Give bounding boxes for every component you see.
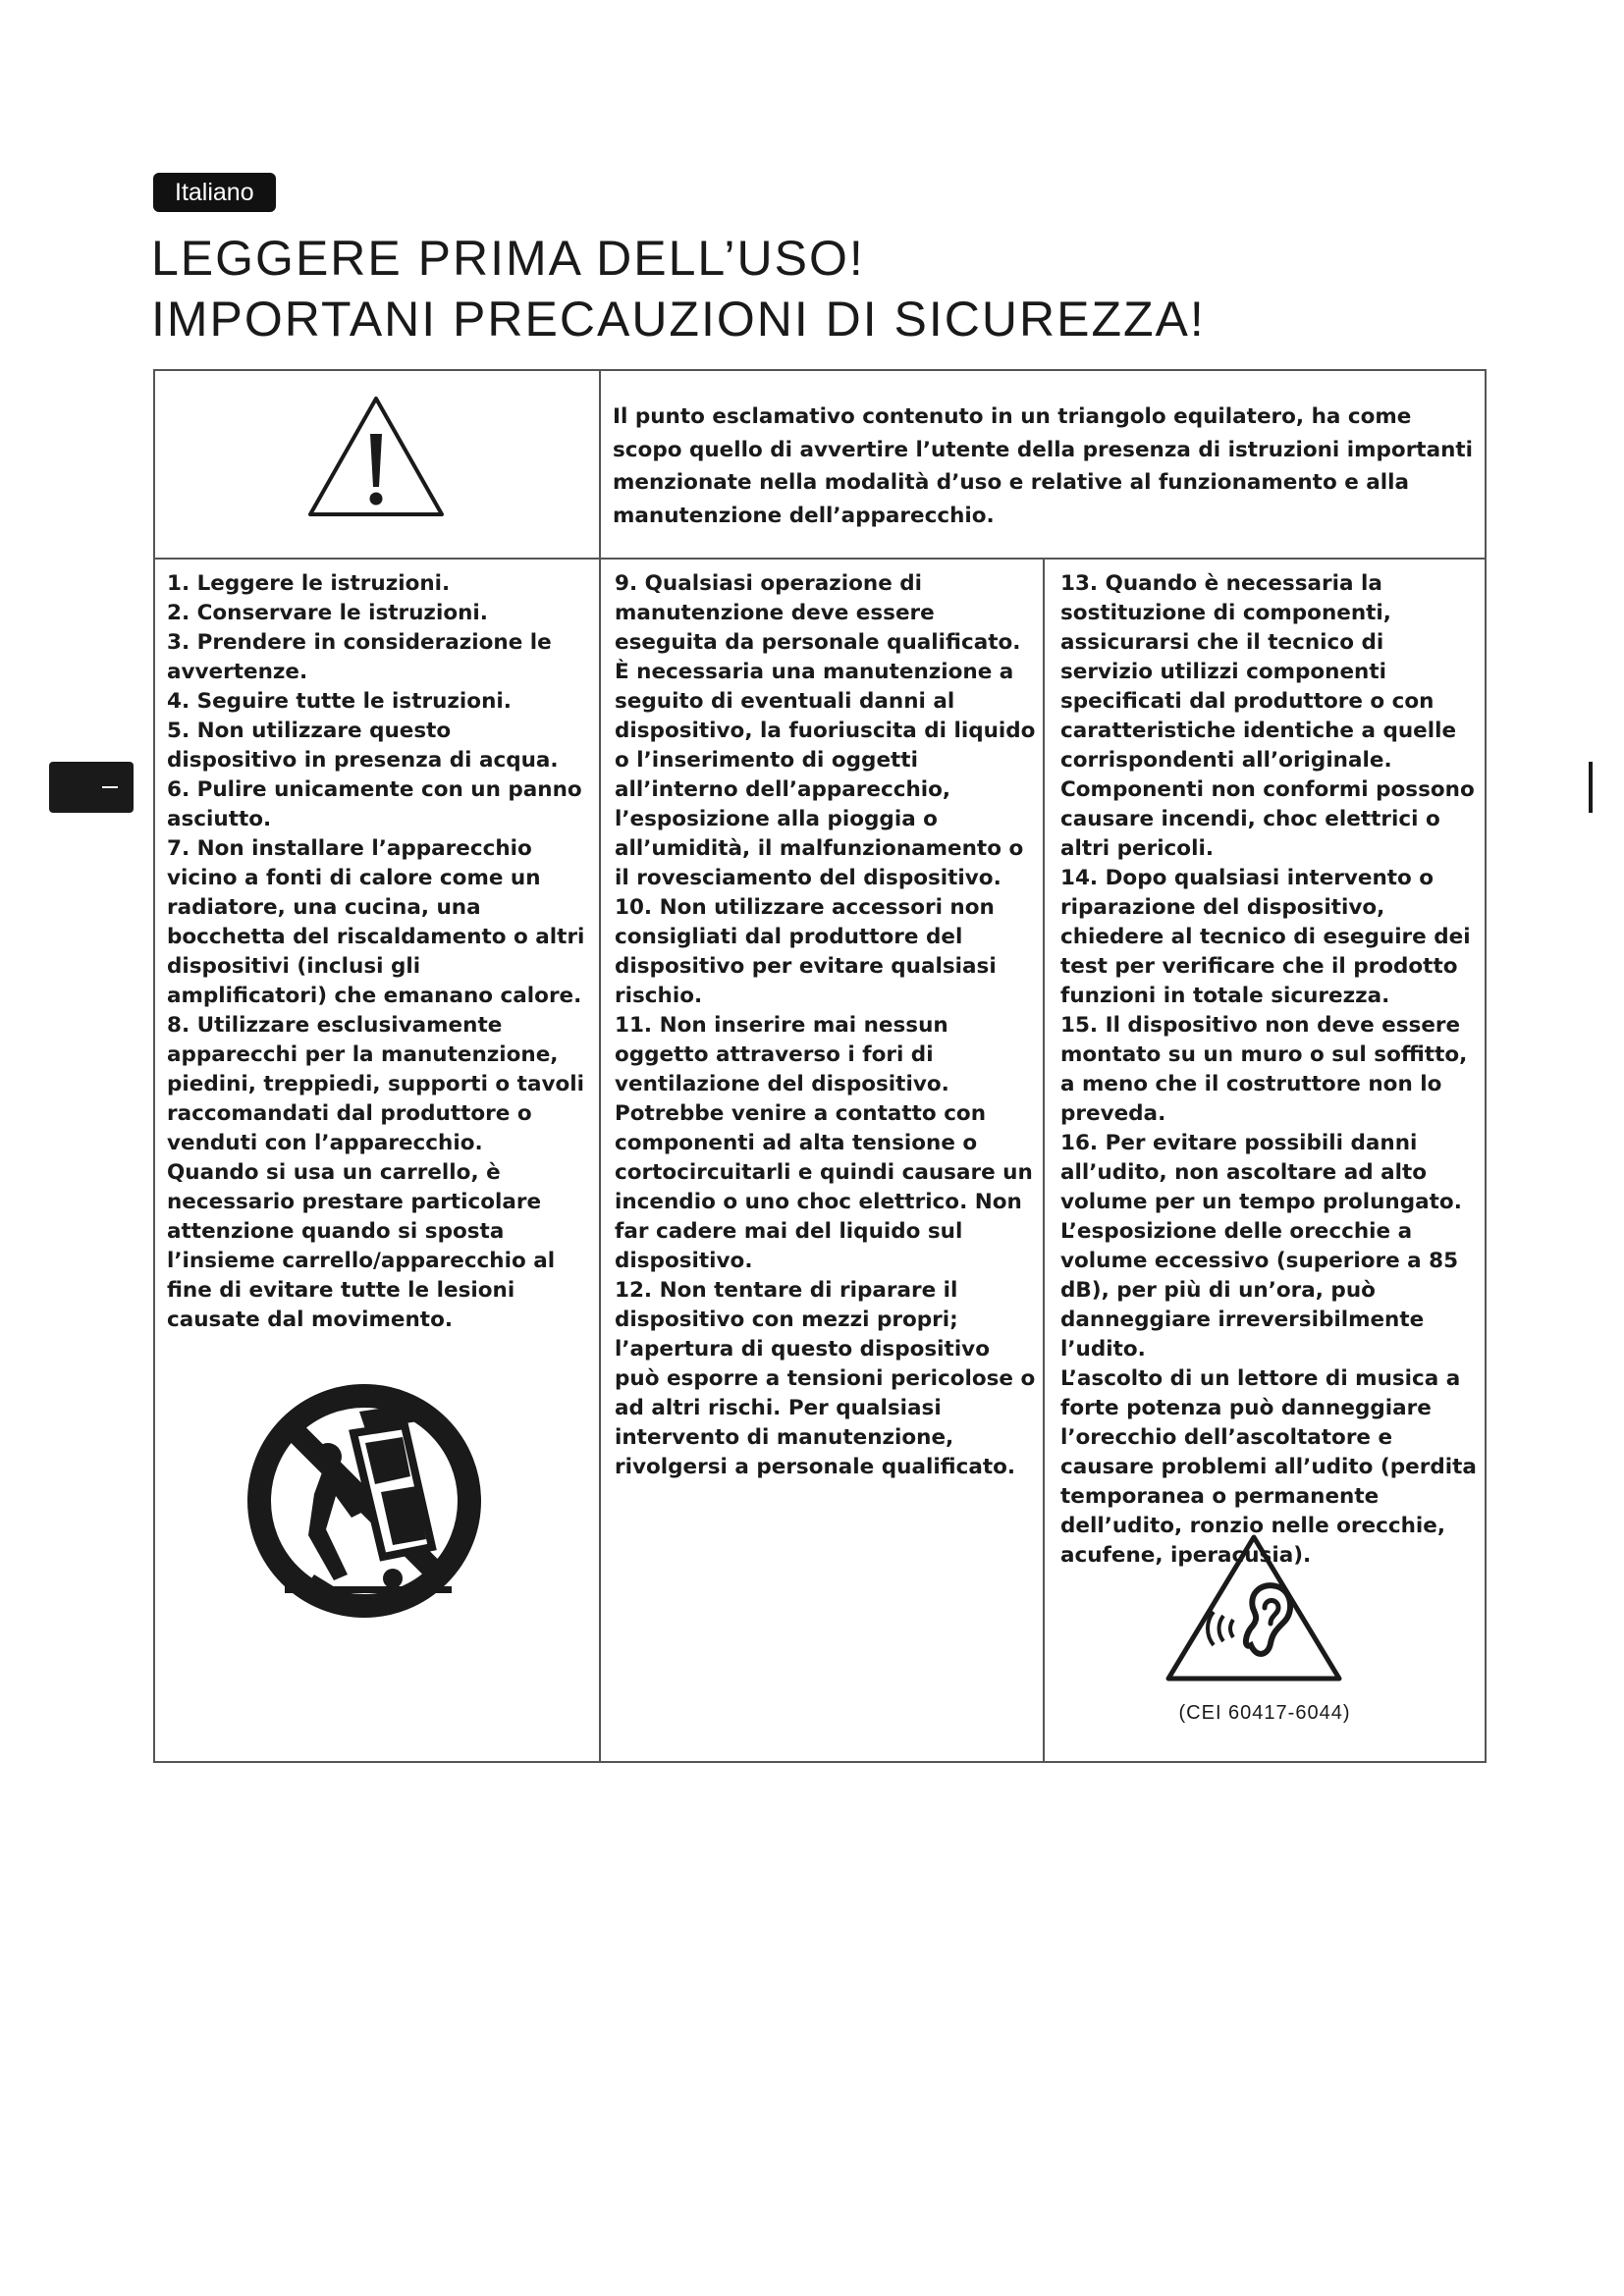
instruction-item: 10. Non utilizzare accessori non consigliati dal produttore del dispositivo per evitare qualsiasi rischio. bbox=[615, 895, 997, 1008]
hearing-standard-label: (CEI 60417-6044) bbox=[1178, 1702, 1351, 1724]
instruction-item: 4. Seguire tutte le istruzioni. bbox=[167, 689, 512, 714]
title-line-2: IMPORTANI PRECAUZIONI DI SICUREZZA! bbox=[151, 292, 1206, 347]
instruction-item: 9. Qualsiasi operazione di manutenzione deve essere eseguita da personale qualificato. bbox=[615, 571, 1021, 655]
instructions-column-3 bbox=[1045, 558, 1485, 1761]
instructions-column-1 bbox=[155, 558, 601, 1761]
instruction-item: 2. Conservare le istruzioni. bbox=[167, 601, 488, 625]
warning-row bbox=[155, 371, 1485, 560]
instruction-item: 13. Quando è necessaria la sostituzione di componenti, assicurarsi che il tecnico di servizio utilizzi componenti specificati dal produttore o con caratteristiche identiche a quelle corrispondenti all’originale. Componenti non conformi possono causare incendi, choc elettrici o altri pericoli. bbox=[1060, 571, 1475, 861]
instruction-item: L’ascolto di un lettore di musica a forte potenza può danneggiare l’orecchio dell’ascoltatore e causare problemi all’udito (perdita temporanea o permanente dell’udito, ronzio nelle orecchie, acufene, iperacusia). bbox=[1060, 1366, 1477, 1568]
language-badge: Italiano bbox=[153, 173, 276, 212]
instruction-item: 15. Il dispositivo non deve essere montato su un muro o sul soffitto, a meno che il costruttore non lo preveda. bbox=[1060, 1013, 1468, 1126]
instruction-item: 6. Pulire unicamente con un panno asciutto. bbox=[167, 777, 582, 831]
instruction-item: 1. Leggere le istruzioni. bbox=[167, 571, 451, 596]
exclamation-triangle-icon bbox=[304, 393, 448, 520]
instruction-item: 12. Non tentare di riparare il dispositivo con mezzi propri; l’apertura di questo dispositivo può esporre a tensioni pericolose o ad altri rischi. Per qualsiasi intervento di manutenzione, rivolgersi a personale qualificato. bbox=[615, 1278, 1036, 1479]
instruction-item: Quando si usa un carrello, è necessario prestare particolare attenzione quando si sposta l’insieme carrello/apparecchio al fine di evitare tutte le lesioni causate dal movimento. bbox=[167, 1160, 556, 1332]
instructions-column-2 bbox=[601, 558, 1045, 1761]
instruction-item: 16. Per evitare possibili danni all’udito, non ascoltare ad alto volume per un tempo prolungato. bbox=[1060, 1131, 1462, 1214]
page-edge-mark bbox=[1589, 762, 1593, 813]
safety-table bbox=[153, 369, 1487, 1763]
instruction-item: È necessaria una manutenzione a seguito di eventuali danni al dispositivo, la fuoriuscita di liquido o l’inserimento di oggetti all’interno dell’apparecchio, l’esposizione alla pioggia o all’umidità, il malfunzionamento o il rovesciamento del dispositivo. bbox=[615, 660, 1036, 890]
instruction-item: 8. Utilizzare esclusivamente apparecchi per la manutenzione, piedini, treppiedi, supporti o tavoli raccomandati dal produttore o venduti con l’apparecchio. bbox=[167, 1013, 584, 1155]
hearing-warning-icon bbox=[1161, 1529, 1347, 1686]
instruction-item: 5. Non utilizzare questo dispositivo in presenza di acqua. bbox=[167, 719, 559, 773]
instruction-item: 14. Dopo qualsiasi intervento o riparazione del dispositivo, chiedere al tecnico di eseguire dei test per verificare che il prodotto funzioni in totale sicurezza. bbox=[1060, 866, 1471, 1008]
no-cart-tipping-icon bbox=[245, 1382, 483, 1620]
title-line-1: LEGGERE PRIMA DELL’USO! bbox=[151, 231, 865, 286]
instruction-item: 7. Non installare l’apparecchio vicino a fonti di calore come un radiatore, una cucina, una bocchetta del riscaldamento o altri dispositivi (inclusi gli amplificatori) che emanano calore. bbox=[167, 836, 585, 1008]
warning-symbol-cell bbox=[155, 371, 601, 558]
instruction-item: 11. Non inserire mai nessun oggetto attraverso i fori di ventilazione del dispositivo. Potrebbe venire a contatto con componenti ad alta tensione o cortocircuitarli e quindi causare un incendio o uno choc elettrico. Non far cadere mai del liquido sul dispositivo. bbox=[615, 1013, 1033, 1273]
column-1-text bbox=[167, 569, 587, 1335]
page-title bbox=[151, 228, 1206, 349]
column-2-text bbox=[615, 569, 1037, 1482]
warning-symbol-description: Il punto esclamativo contenuto in un triangolo equilatero, ha come scopo quello di avvertire l’utente della presenza di istruzioni importanti menzionate nella modalità d’uso e relative al funzionamento e alla manutenzione dell’apparecchio. bbox=[613, 404, 1474, 528]
instruction-item: L’esposizione delle orecchie a volume eccessivo (superiore a 85 dB), per più di un’ora, può danneggiare irreversibilmente l’udito. bbox=[1060, 1219, 1459, 1362]
section-tab-marker bbox=[49, 762, 134, 813]
instruction-item: 3. Prendere in considerazione le avvertenze. bbox=[167, 630, 552, 684]
column-3-text bbox=[1060, 569, 1481, 1571]
